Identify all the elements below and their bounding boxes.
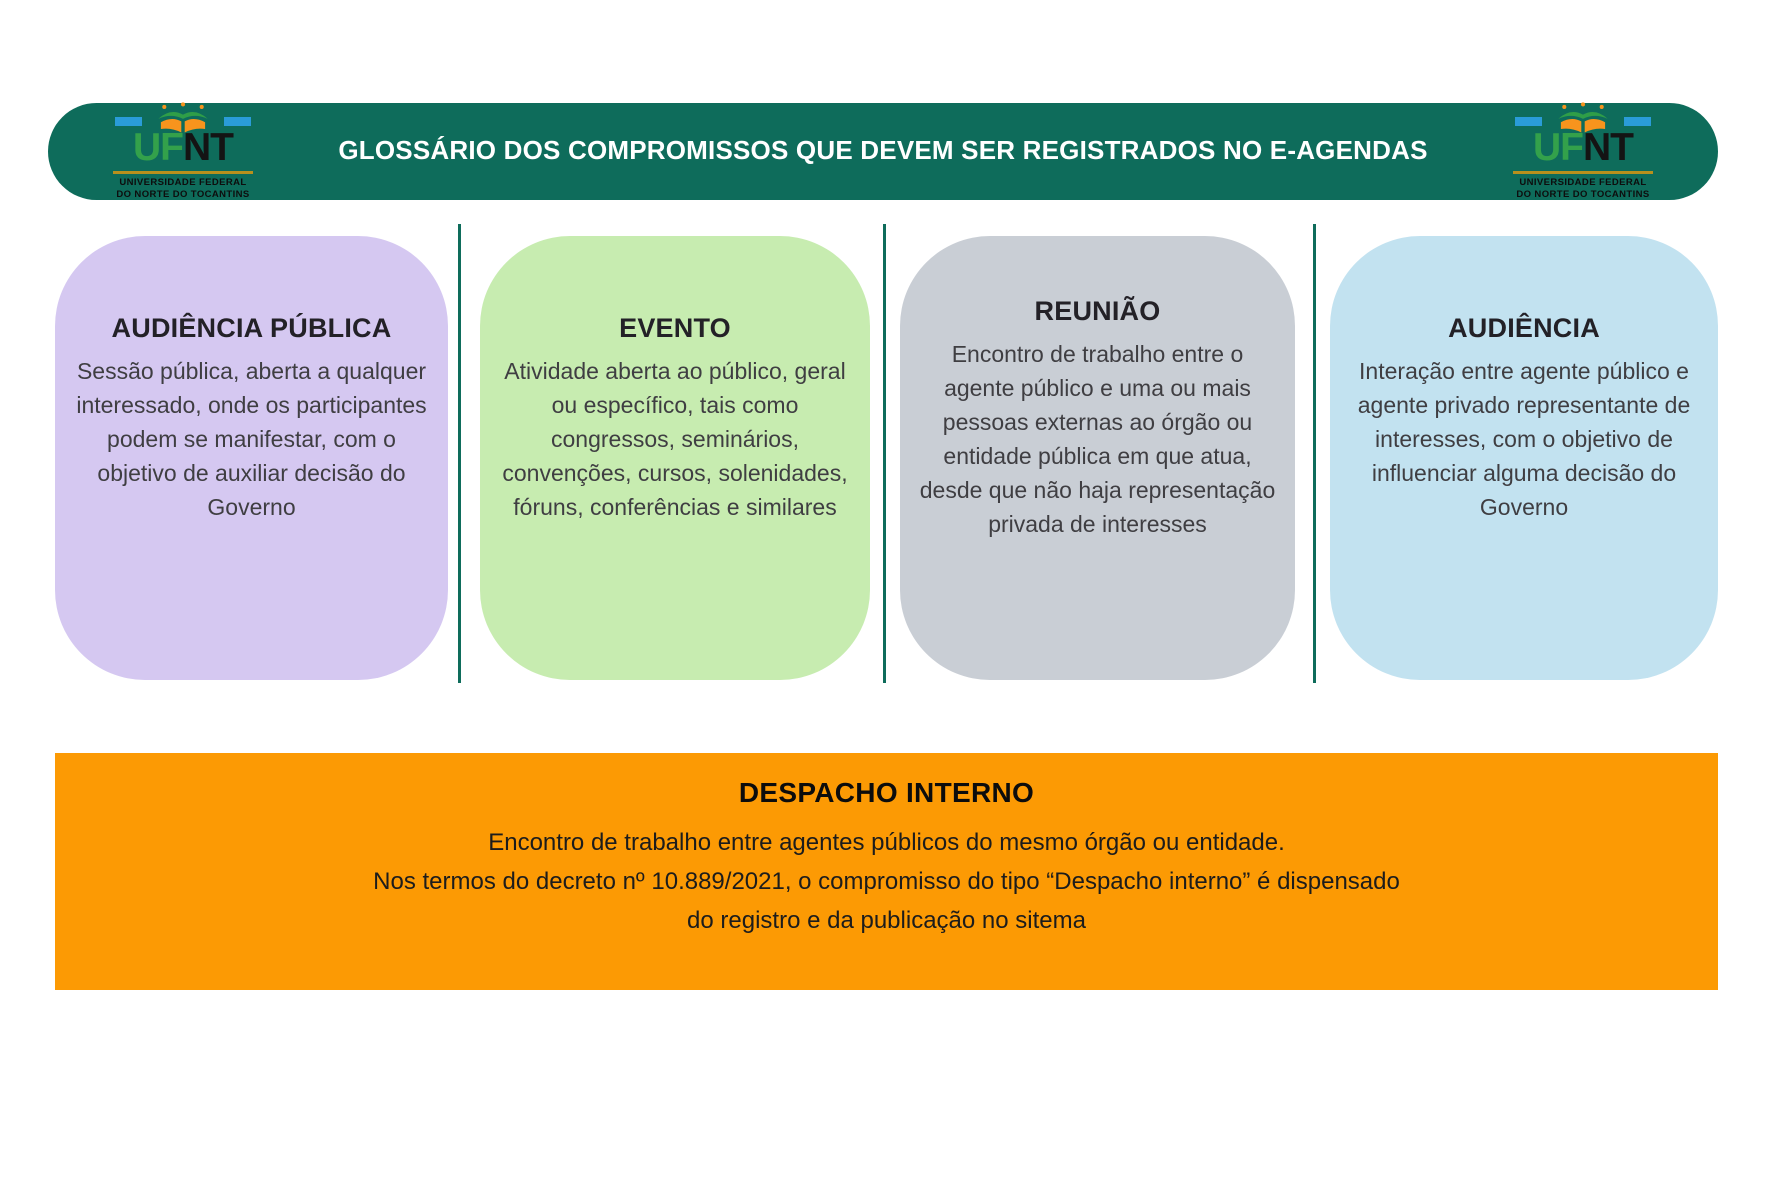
blue-bar-shape [224,117,251,126]
card-divider [1313,224,1316,683]
card-body: Sessão pública, aberta a qualquer interessado, onde os participantes podem se manifestar, com o objetivo de auxiliar decisão do Governo [76,357,427,520]
footer-body-line: Encontro de trabalho entre agentes públicos do mesmo órgão ou entidade. [488,829,1285,856]
card-divider [883,224,886,683]
logo-university-line2: DO NORTE DO TOCANTINS [1516,189,1650,200]
card-divider [458,224,461,683]
card-title: AUDIÊNCIA PÚBLICA [111,312,392,343]
card-body: Interação entre agente público e agente privado representante de interesses, com o objetivo de influenciar alguma decisão do Governo [1357,357,1691,520]
card-audiencia [1330,236,1718,680]
logo-nt-text: NT [183,125,233,169]
logo-acronym [133,125,233,169]
logo-university-line1: UNIVERSIDADE FEDERAL [1519,176,1647,188]
blue-bar-shape [115,117,142,126]
logo-nt-text: NT [1583,125,1633,169]
logo-acronym [1533,125,1633,169]
blue-bar-shape [1624,117,1651,126]
logo-university-line2: DO NORTE DO TOCANTINS [116,189,250,200]
card-title: REUNIÃO [1034,295,1161,326]
card-title: AUDIÊNCIA [1448,312,1600,343]
card-evento [480,236,870,680]
gold-rule [113,171,253,174]
card-reuniao [900,236,1295,680]
despacho-interno-band [55,753,1718,990]
footer-body-line: Nos termos do decreto nº 10.889/2021, o compromisso do tipo “Despacho interno” é dispensado [373,868,1400,895]
blue-bar-shape [1515,117,1542,126]
footer-body-line: do registro e da publicação no sitema [687,907,1086,934]
ufnt-logo-right [1508,102,1658,202]
footer-title: DESPACHO INTERNO [738,777,1035,808]
card-body: Encontro de trabalho entre o agente público e uma ou mais pessoas externas ao órgão ou entidade pública em que atua, desde que não haja representação privada de interesses [919,340,1276,537]
card-title: EVENTO [619,312,731,343]
card-audiencia-publica [55,236,448,680]
page-title: GLOSSÁRIO DOS COMPROMISSOS QUE DEVEM SER REGISTRADOS NO E-AGENDAS [338,135,1428,165]
logo-uf-text: UF [133,125,183,169]
card-body: Atividade aberta ao público, geral ou específico, tais como congressos, seminários, convenções, cursos, solenidades, fóruns, conferências e similares [502,357,848,520]
logo-uf-text: UF [1533,125,1583,169]
ufnt-logo-left [108,102,258,202]
header-bar [48,103,1718,200]
gold-rule [1513,171,1653,174]
logo-university-line1: UNIVERSIDADE FEDERAL [119,176,247,188]
